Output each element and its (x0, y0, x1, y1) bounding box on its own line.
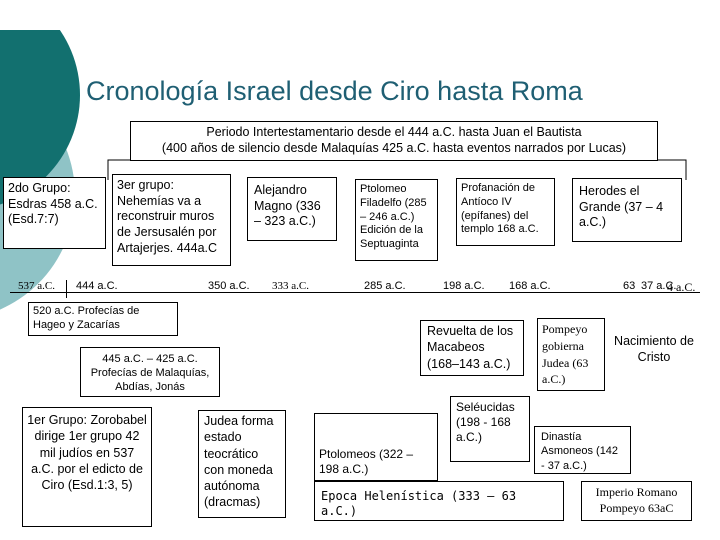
ptolemies-box: Ptolomeos (322 – 198 a.C.) (314, 413, 438, 481)
label-4: 4 a.C. (667, 280, 696, 294)
label-63: 63 (623, 280, 636, 292)
alexander-box: Alejandro Magno (336 – 323 a.C.) (247, 177, 337, 241)
page-title: Cronología Israel desde Ciro hasta Roma (86, 76, 583, 106)
malachi-box: 445 a.C. – 425 a.C. Profecías de Malaquías, Abdías, Jonás (80, 347, 220, 397)
maccabees-box: Revuelta de los Macabeos (168–143 a.C.) (420, 320, 524, 376)
haggai-box: 520 a.C. Profecías de Hageo y Zacarías (28, 302, 178, 336)
label-198: 198 a.C. (443, 280, 485, 292)
label-350: 350 a.C. (208, 280, 250, 292)
hellenistic-box: Epoca Helenística (333 – 63 a.C.) (314, 481, 564, 521)
third-group-box: 3er grupo: Nehemías va a reconstruir muros de Jersusalén por Artajerjes. 444a.C (112, 174, 231, 266)
pompey-box: Pompeyo gobierna Judea (63 a.C.) (537, 318, 605, 391)
label-537: 537 a.C. (18, 280, 55, 292)
ptolemy-philadelphus-box: Ptolomeo Filadelfo (285 – 246 a.C.) Edición de la Septuaginta (355, 179, 438, 261)
first-group-box: 1er Grupo: Zorobabel dirige 1er grupo 42 mil judíos en 537 a.C. por el edicto de Ciro (Esd.1:3, 5) (22, 407, 152, 527)
timeline-axis (10, 292, 700, 293)
timeline-tick-444 (66, 280, 67, 298)
period-box (130, 121, 658, 161)
label-285: 285 a.C. (364, 280, 406, 292)
second-group-box: 2do Grupo: Esdras 458 a.C. (Esd.7:7) (3, 177, 106, 249)
judea-state-box: Judea forma estado teocrático con moneda autónoma (dracmas) (198, 410, 286, 518)
hasmonean-box: Dinastía Asmoneos (142 - 37 a.C.) (534, 426, 631, 474)
label-333: 333 a.C. (272, 280, 309, 292)
label-444: 444 a.C. (76, 280, 118, 292)
label-168: 168 a.C. (509, 280, 551, 292)
label-37: 37 a.C. (641, 280, 677, 292)
seleucids-box: Seléucidas (198 - 168 a.C.) (450, 396, 530, 462)
period-line-1: Periodo Intertestamentario desde el 444 a.C. hasta Juan el Bautista (206, 125, 582, 139)
period-line-2: (400 años de silencio desde Malaquías 425 a.C. hasta eventos narrados por Lucas) (161, 140, 627, 155)
nativity-label: Nacimiento de Cristo (614, 334, 694, 364)
profanation-box: Profanación de Antíoco IV (epífanes) del templo 168 a.C. (456, 178, 555, 246)
roman-empire-box: Imperio Romano Pompeyo 63aC (581, 481, 692, 521)
herod-box: Herodes el Grande (37 – 4 a.C.) (572, 178, 682, 242)
